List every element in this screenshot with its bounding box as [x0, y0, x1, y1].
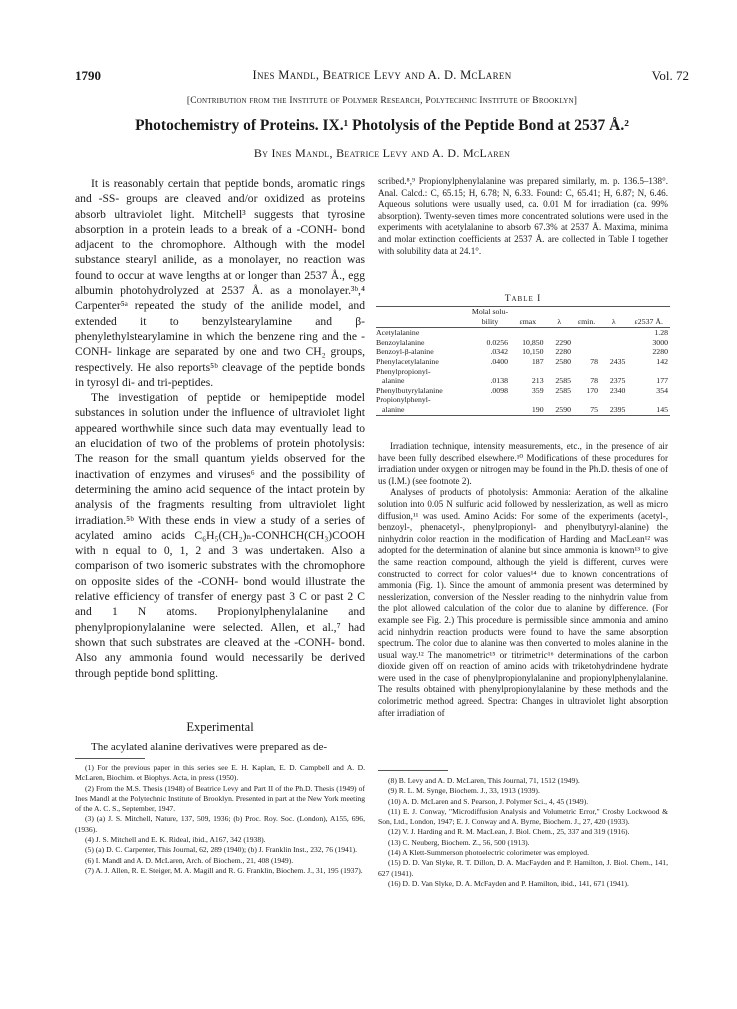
- right-column-intro: [378, 176, 668, 292]
- footnote-14: (14) A Klett-Summerson photoelectric colorimeter was employed.: [388, 848, 589, 858]
- footnote-3: (3) (a) J. S. Mitchell, Nature, 137, 509, 1936; (b) Proc. Roy. Soc. (London), A155, 696, (1936).: [75, 814, 365, 834]
- data-table: [376, 306, 670, 416]
- table-cell-lambda-min: 2395: [600, 405, 627, 415]
- table-cell-solubility: .0342: [490, 347, 508, 357]
- table-cell-lambda-min: 2375: [609, 376, 626, 386]
- table-cell-emax: 213: [531, 376, 544, 386]
- table-cell-compound: Propionylphenyl-: [376, 395, 431, 405]
- table-cell-compound: Acetylalanine: [376, 328, 420, 338]
- paragraph-intro: It is reasonably certain that peptide bonds, aromatic rings and -SS- groups are cleaved and/or oxidized as proteins absorb ultraviolet light. Mitchell³ suggests that tyrosine absorption in a protein leads to a break of a -CONH- bond adjacent to the chromophore. Although with the model substance stearyl anilide, as a monolayer, no reaction was found to occur at wave lengths at or longer than 2537 Å., egg albumin photohydrolyzed at 2537 Å. as a monolayer.³ᵇ,⁴ Carpenter⁵ᵃ repeated the study of the anilide model, and extended it to benzylstearylamine and β-phenylethylstearylamine in which the benzene ring and the -CONH- linkage are separated by one and two CH₂ groups, respectively. He also reports⁵ᵇ cleavage of the peptide bonds in tyrosyl di- and tri-peptides.: [75, 177, 365, 389]
- paragraph-analyses: Analyses of products of photolysis: Ammonia: Aeration of the alkaline solution into 0.05 N sulfuric acid followed by nesslerization, as well as micro diffusion,¹¹ was used. Amino Acids: For some of the experiments (acetyl-, benzoyl-, phenacetyl-, phenylpropionyl- and phenylbutyryl-alanine) the ninhydrin color reaction in the modification of Harding and MacLean¹² was adopted for the determination of alanine but since ammonia is known¹³ to give the same reaction compound, although the yield is different, curves were constructed to correct for color values¹⁴ due to known concentrations of ammonia (Fig. 1). Since the amount of ammonia present was determined by nesslerization, conversion of the Nessler reading to the ninhydrin value from the plot allowed calculation of the color due to alanine by difference. (For example see Fig. 2.) This procedure is permissible since ammonia and amino acid ninhydrin reaction products were found to have the same absorption spectrum. The color due to alanine was then converted to moles alanine in the usual way.¹² The manometric¹⁵ or titrimetric¹⁶ determinations of the carbon dioxide given off on reaction of amino acids with triketohydrindene hydrate were used in the case of phenylpropionylalanine and propionylphenylalanine. The results obtained with phenylpropionylalanine by these methods and the colorimetric method agreed. Spectra: Changes in ultraviolet light absorption after irradiation of: [378, 487, 668, 718]
- table-row: [376, 367, 670, 377]
- table-header-emax: εmax: [510, 307, 546, 328]
- paragraph-prep: scribed.⁸,⁹ Propionylphenylalanine was prepared similarly, m. p. 136.5–138°. Anal. Calcd.: C, 65.15; H, 6.78; N, 6.33. Found: C, 65.41; H, 6.87; N, 6.46. Aqueous solutions were usually used, ca. 0.01 M for irradiation (ca. 99% absorption). Twenty-seven times more concentrated solutions were used in the experiments with acetylalanine to absorb 67.3% at 2537 Å. Maxima, minima and molar extinction coefficients at 2537 Å. are collected in Table I together with solubility data at 24.1°.: [378, 176, 668, 256]
- table-cell-compound: Benzoyl-β-alanine: [376, 347, 434, 357]
- table-cell-solubility: [470, 367, 510, 377]
- table-cell-lambda-max: 2290: [555, 337, 571, 347]
- table-cell-solubility: .0138: [490, 376, 508, 386]
- table-cell-emax: [510, 395, 546, 405]
- footnote-7: (7) A. J. Allen, R. E. Steiger, M. A. Magill and R. G. Franklin, Biochem. J., 31, 195 (1937).: [85, 865, 363, 875]
- table-row: [376, 328, 670, 338]
- footnote-4: (4) J. S. Mitchell and E. K. Rideal, ibid., A167, 342 (1938).: [85, 835, 266, 845]
- table-cell-e2537: 3000: [652, 337, 668, 347]
- table-header-compound: [376, 307, 470, 328]
- table-body: [376, 328, 670, 415]
- footnote-2: (2) From the M.S. Thesis (1948) of Beatrice Levy and Part II of the Ph.D. Thesis (1949) of Ines Mandl at the Polytechnic Institute of Brooklyn. Presented in part at the New York meeting of the A. C. S., September, 1947.: [75, 783, 365, 814]
- footnote-1: (1) For the previous paper in this series see E. H. Kaplan, E. D. Campbell and A. D. McLaren, Biochim. et Biophys. Acta, in press (1950).: [75, 763, 365, 783]
- table-row: [376, 395, 670, 405]
- table-cell-compound: Phenylbutyrylalanine: [376, 385, 443, 395]
- table-cell-e2537: [627, 395, 670, 405]
- table-cell-emin: 170: [586, 385, 599, 395]
- table-cell-solubility: [470, 395, 510, 405]
- footnotes-left: [75, 763, 365, 913]
- table-row: [376, 386, 670, 396]
- experimental-text: The acylated alanine derivatives were prepared as de-: [91, 741, 328, 753]
- footnote-13: (13) C. Neuberg, Biochem. Z., 56, 500 (1913).: [388, 837, 530, 847]
- table-header-emin: εmin.: [573, 307, 600, 328]
- table-cell-e2537: 145: [627, 405, 670, 415]
- footnote-11: (11) E. J. Conway, "Microdiffusion Analysis and Volumetric Error," Crosby Lockwood & Son, Ltd., London, 1947; E. J. Conway and A. Byrne, Biochem. J., 27, 420 (1933).: [378, 806, 668, 827]
- table-cell-solubility: .0098: [490, 385, 508, 395]
- table-cell-emin: [573, 367, 600, 377]
- table-cell-lambda-max: 2580: [555, 356, 571, 366]
- table-cell-emin: 78: [590, 356, 599, 366]
- table-cell-emin: [573, 338, 600, 348]
- table-cell-e2537: 177: [656, 376, 668, 386]
- footnote-9: (9) R. L. M. Synge, Biochem. J., 33, 1913 (1939).: [388, 786, 540, 796]
- table-cell-emin: 78: [590, 376, 599, 386]
- table-cell-emax: 190: [510, 405, 546, 415]
- table-cell-lambda-min: [600, 347, 627, 357]
- table-cell-compound: alanine: [376, 405, 470, 415]
- running-authors: Ines Mandl, Beatrice Levy and A. D. McLaren: [252, 68, 512, 82]
- table-cell-solubility: 0.0256: [486, 337, 508, 347]
- table-cell-e2537: 354: [656, 385, 668, 395]
- footnote-15: (15) D. D. Van Slyke, R. T. Dillon, D. A. MacFayden and P. Hamilton, J. Biol. Chem., 141, 627 (1941).: [378, 858, 668, 878]
- article-title: Photochemistry of Proteins. IX.¹ Photolysis of the Peptide Bond at 2537 Å.²: [135, 117, 629, 134]
- footnote-divider-right: [378, 770, 448, 771]
- page-number: 1790: [75, 68, 101, 83]
- table-row: [376, 338, 670, 348]
- paragraph-technique: Irradiation technique, intensity measurements, etc., in the presence of air have been fully described elsewhere.¹⁰ Modifications of these procedures for irradiation under oxygen or nitrogen may be found in the Ph.D. thesis of one of us (I.M.) (see footnote 2).: [378, 441, 668, 486]
- table-cell-lambda-max: [546, 367, 573, 377]
- footnote-6: (6) I. Mandl and A. D. McLaren, Arch. of Biochem., 21, 408 (1949).: [85, 855, 294, 865]
- table-cell-e2537: 2280: [652, 347, 668, 357]
- table-cell-emax: 359: [531, 385, 544, 395]
- table-row: [376, 405, 670, 415]
- table-cell-e2537: 142: [656, 356, 668, 366]
- table-cell-e2537: 1.28: [654, 328, 668, 338]
- table-row: [376, 376, 670, 386]
- table-cell-emin: [573, 347, 600, 357]
- table-cell-lambda-max: 2585: [555, 385, 571, 395]
- table-header-lambda-max: λ: [546, 307, 573, 328]
- right-column-text: [378, 441, 668, 760]
- table-cell-emax: 187: [531, 356, 544, 366]
- table-cell-compound: Benzoylalanine: [376, 337, 425, 347]
- section-heading-experimental: Experimental: [186, 720, 254, 734]
- table-cell-emax: [510, 367, 546, 377]
- footnote-16: (16) D. D. Van Slyke, D. A. McFayden and P. Hamilton, ibid., 141, 671 (1941).: [388, 878, 629, 888]
- table-cell-emin: [573, 395, 600, 405]
- table-cell-lambda-max: [546, 328, 573, 338]
- table-cell-e2537: [627, 367, 670, 377]
- table-cell-lambda-min: [600, 395, 627, 405]
- table-cell-compound: alanine: [382, 376, 405, 386]
- table-cell-emin: [573, 328, 600, 338]
- table-caption: Table I: [504, 294, 542, 304]
- table-cell-lambda-max: [546, 395, 573, 405]
- table-header-e2537: ε2537 Å.: [627, 307, 670, 328]
- table-cell-lambda-min: [600, 338, 627, 348]
- contribution-line: [Contribution from the Institute of Polymer Research, Polytechnic Institute of Brooklyn]: [186, 96, 578, 106]
- running-header: [75, 68, 689, 84]
- footnote-12: (12) V. J. Harding and R. M. MacLean, J. Biol. Chem., 25, 337 and 319 (1916).: [388, 827, 630, 837]
- volume-label: Vol. 72: [651, 68, 689, 83]
- table-header-row: [376, 307, 670, 328]
- byline: By Ines Mandl, Beatrice Levy and A. D. McLaren: [253, 146, 511, 160]
- footnote-5: (5) (a) D. C. Carpenter, This Journal, 62, 289 (1940); (b) J. Franklin Inst., 232, 76 (1941).: [85, 845, 358, 855]
- footnote-10: (10) A. D. McLaren and S. Pearson, J. Polymer Sci., 4, 45 (1949).: [388, 796, 589, 806]
- table-cell-lambda-min: 2435: [609, 356, 626, 366]
- left-column: [75, 176, 365, 710]
- table-cell-compound: Phenylpropionyl-: [376, 366, 431, 376]
- table-cell-lambda-min: 2340: [609, 385, 626, 395]
- table-cell-lambda-min: [600, 328, 627, 338]
- table-cell-lambda-max: 2585: [555, 376, 571, 386]
- table-cell-lambda-max: 2590: [546, 405, 573, 415]
- table-cell-emax: [510, 328, 546, 338]
- table-cell-compound: Phenylacetylalanine: [376, 356, 439, 366]
- table-header-solubility: Molal solu-bility: [470, 307, 510, 328]
- table-cell-solubility: .0400: [490, 356, 508, 366]
- table-cell-lambda-min: [600, 367, 627, 377]
- table-cell-lambda-max: 2280: [555, 347, 571, 357]
- table-header-lambda-min: λ: [600, 307, 627, 328]
- footnote-8: (8) B. Levy and A. D. McLaren, This Journal, 71, 1512 (1949).: [388, 776, 580, 785]
- table-cell-emax: 10,850: [522, 337, 544, 347]
- table-cell-solubility: [470, 328, 510, 338]
- footnote-divider-left: [75, 758, 145, 759]
- footnotes-right: [378, 776, 668, 926]
- paragraph-investigation: The investigation of peptide or hemipeptide model substances in solution under the influence of ultraviolet light appeared worthwhile since such data may eventually lead to an elucidation of two of the problems of protein photolysis: The reason for the small quantum yields observed for the inactivation of enzymes and viruses⁶ and the possibility of determining the amino acid sequence of the intact protein by analysis of the fragments resulting from ultraviolet light irradiation.⁵ᵇ With these ends in view a study of a series of acylated amino acids C₆H₅(CH₂)ₙ-CONHCH(CH₃)COOH with n equal to 0, 1, 2 and 3 was undertaken. Also a comparison of two isomeric substrates with the chromophore on opposite sides of the -CONH- bond would illustrate the relative efficiency of transfer of energy past 3 C or past 2 C and 1 N atoms. Propionylphenylalanine and phenylpropionylalanine were selected. Allen, et al.,⁷ had shown that such substrates are cleaved at the -CONH- bond. Also any ammonia found would necessarily be derived through peptide bond splitting.: [75, 391, 365, 680]
- table-row: [376, 347, 670, 357]
- table-cell-emin: 75: [573, 405, 600, 415]
- table-row: [376, 357, 670, 367]
- table-cell-solubility: [470, 405, 510, 415]
- table-cell-emax: 10,150: [522, 347, 544, 357]
